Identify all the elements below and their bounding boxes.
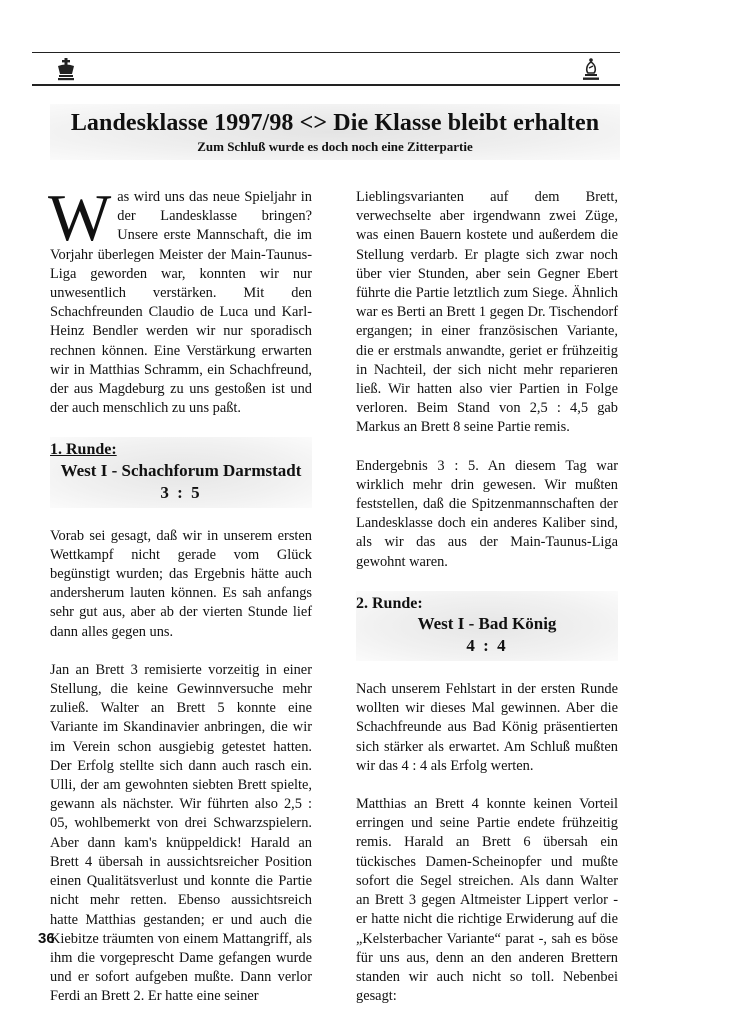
header-rule-bottom (32, 84, 620, 86)
chess-bishop-icon (579, 57, 603, 81)
drop-cap: W (48, 181, 112, 255)
round-2-header (356, 591, 618, 661)
paragraph: Matthias an Brett 4 konnte keinen Vorteil erringen und seine Partie endete frühzeitig remis. Harald an Brett 6 übersah ein tückisches Damen-Scheinopfer und mußte sofort die Segel streichen. Als dann Walter an Brett 3 gegen Altmeister Lippert verlor - er hatte nicht die richtige Erwiderung auf die „Kelsterbacher Variante“ parat -, sah es böse für uns aus, denn an den anderen Brettern standen wir auch nicht so toll. Nebenbei gesagt: (356, 796, 618, 1005)
page-subtitle: Zum Schluß wurde es doch noch eine Zitterpartie (197, 139, 473, 154)
round-2-score: 4 : 4 (466, 636, 508, 656)
page-title: Landesklasse 1997/98 <> Die Klasse bleibt erhalten (70, 110, 600, 136)
round-2-match: West I - Bad König (417, 614, 557, 634)
paragraph: Vorab sei gesagt, daß wir in unserem ersten Wettkampf nicht gerade vom Glück begünstigt wurden; das Ergebnis hätte auch andersherum lauten können. Es sah anfangs sehr gut aus, aber ab der vierten Stunde lief dann alles gegen uns. (50, 527, 312, 640)
round-1-score: 3 : 5 (160, 482, 202, 502)
header-rule-top (32, 52, 620, 53)
round-1-match: West I - Schachforum Darmstadt (60, 460, 302, 480)
paragraph: Jan an Brett 3 remisierte vorzeitig in einer Stellung, die keine Gewinnversuche mehr zuließ. Walter an Brett 5 konnte eine Variante im Skandinavier anbringen, die wir im Verein schon ausgiebig getestet hatten. Der Erfolg stellte sich dann auch rasch ein. Ulli, der am gewohnten siebten Brett spielte, gewann als nächster. Wir führten also 2,5 : 05, wohlbemerkt von drei Schwarzspielern. Aber dann kam's knüppeldick! Harald an Brett 4 übersah in aussichtsreicher Position einen Qualitätsverlust und konnte die Partie nicht mehr retten. Ebenso aussichtsreich hatte Matthias gestanden; er und auch die Kiebitze träumten von einem Mattangriff, als ihm die vorgeprescht Dame gefangen wurde und er sofort aufgeben mußte. Dann verlor Ferdi an Brett 2. Er hatte eine seiner (50, 661, 312, 1005)
intro-paragraph (48, 181, 312, 418)
right-column (356, 188, 618, 1025)
intro-text: as wird uns das neue Spieljahr in der Landesklasse bringen? Unsere erste Mannschaft, die im Vorjahr überlegen Meister der Main-Taunus-Liga geworden war, konnten wir nur unwesentlich verstärken. Mit den Schachfreunden Claudio de Luca und Karl-Heinz Bendler werden wir nur sporadisch rechnen können. Eine Verstärkung erwarten wir in Matthias Schramm, ein Schachfreund, der aus Magdeburg zu uns gestoßen ist und der auch menschlich zu uns paßt. (50, 189, 312, 417)
round-1-header (50, 437, 312, 507)
paragraph: Lieblingsvarianten auf dem Brett, verwechselte aber irgendwann zwei Züge, was einen Bauern kostete und außerdem die Stellung verdarb. Er plagte sich zwar noch über vier Stunden, aber sein Gegner Ebert führte die Partie letztlich zum Siege. Ähnlich war es Berti an Brett 1 gegen Dr. Tischendorf ergangen; in einer französischen Variante, die er erstmals anwandte, geriet er frühzeitig in Nachteil, der sich nicht mehr reparieren ließ. Wir hatten also vier Partien in Folge verloren. Beim Stand von 2,5 : 4,5 gab Markus an Brett 8 seine Partie remis. (356, 189, 618, 436)
round-2-label: 2. Runde: (356, 594, 423, 612)
round-1-label: 1. Runde: (50, 441, 117, 459)
page-number: 36 (38, 930, 55, 947)
title-banner (50, 104, 620, 160)
paragraph: Nach unserem Fehlstart in der ersten Runde wollten wir dieses Mal gewinnen. Aber die Schachfreunde aus Bad König präsentierten sich stärker als erwartet. Am Schluß mußten wir das 4 : 4 als Erfolg werten. (356, 681, 618, 774)
left-column (48, 181, 312, 1026)
chess-king-icon (54, 57, 78, 81)
paragraph: Endergebnis 3 : 5. An diesem Tag war wirklich mehr drin gewesen. Wir mußten feststellen, daß die Spitzenmannschaften der Landesklasse doch ein anderes Kaliber sind, als wir das aus der Main-Taunus-Liga gewohnt waren. (356, 457, 618, 570)
